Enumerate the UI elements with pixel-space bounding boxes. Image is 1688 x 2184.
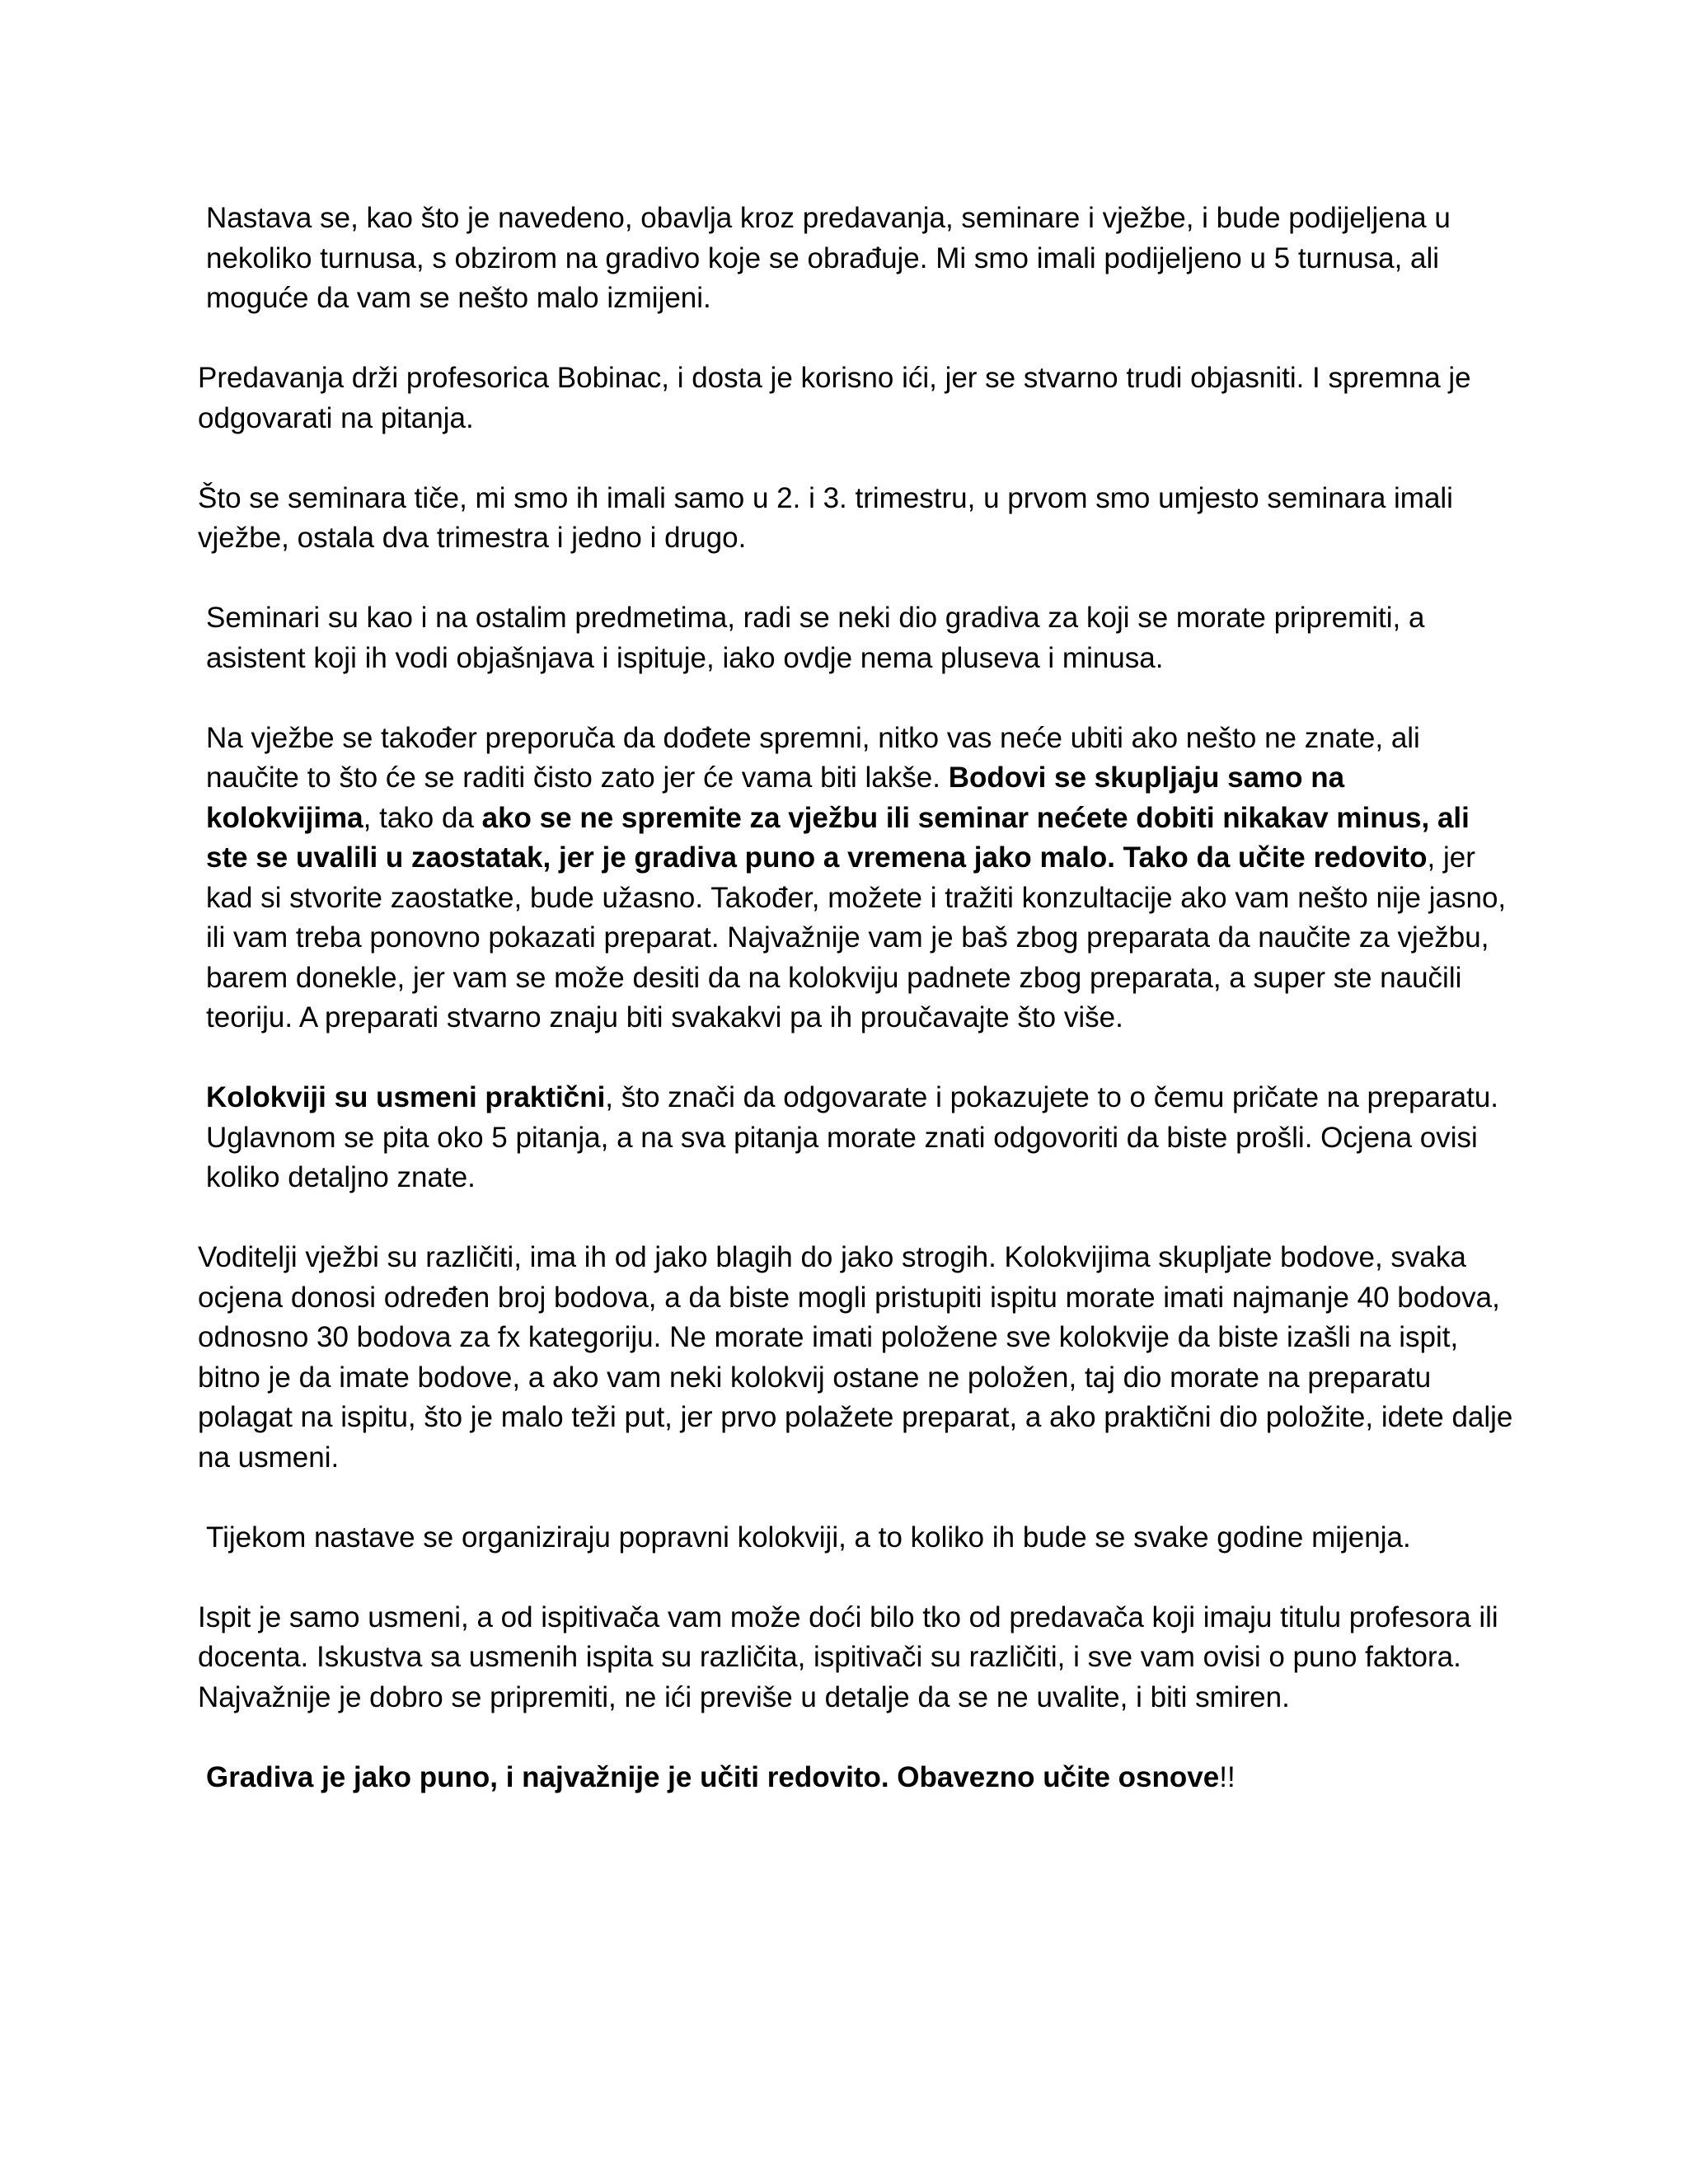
paragraph-kolokviji bbox=[198, 1078, 1517, 1198]
paragraph-popravni bbox=[198, 1518, 1517, 1558]
paragraph-voditelji bbox=[198, 1238, 1517, 1478]
paragraph-predavanja bbox=[198, 359, 1517, 438]
text-segment: Seminari su kao i na ostalim predmetima, radi se neki dio gradiva za koji se morate pripremiti, a asistent koji ih vodi objašnjava i ispituje, iako ovdje nema pluseva i minusa. bbox=[206, 602, 1425, 674]
text-segment: Ispit je samo usmeni, a od ispitivača vam može doći bilo tko od predavača koji imaju titulu profesora ili docenta. Iskustva sa usmenih ispita su različita, ispitivači su različiti, i sve vam ovisi o puno faktora. Najvažnije je dobro se pripremiti, ne ići previše u detalje da se ne uvalite, i biti smiren. bbox=[198, 1601, 1498, 1713]
text-segment: , što znači da odgovarate i pokazujete to o čemu pričate na preparatu. Uglavnom se pita oko 5 pitanja, a na sva pitanja morate znati odgovoriti da biste prošli. Ocjena ovisi koliko detaljno znate. bbox=[206, 1081, 1499, 1193]
text-segment: !! bbox=[1219, 1760, 1236, 1793]
paragraph-nastava bbox=[198, 199, 1517, 319]
document-page bbox=[198, 199, 1517, 1797]
paragraph-seminari-trimestri bbox=[198, 479, 1517, 559]
paragraph-ispit bbox=[198, 1598, 1517, 1718]
paragraph-zakljucak bbox=[198, 1758, 1517, 1798]
paragraph-seminari bbox=[198, 598, 1517, 678]
text-segment: Nastava se, kao što je navedeno, obavlja kroz predavanja, seminare i vježbe, i bude podijeljena u nekoliko turnusa, s obzirom na gradivo koje se obrađuje. Mi smo imali podijeljeno u 5 turnusa, ali moguće da vam se nešto malo izmijeni. bbox=[206, 202, 1451, 314]
bold-text-segment: Bodovi se skupljaju samo na kolokvijima bbox=[206, 762, 1345, 834]
bold-text-segment: ako se ne spremite za vježbu ili seminar nećete dobiti nikakav minus, ali ste se uvalili u zaostatak, jer je gradiva puno a vremena jako malo. Tako da učite redovito bbox=[206, 801, 1470, 874]
bold-text-segment: Gradiva je jako puno, i najvažnije je učiti redovito. Obavezno učite osnove bbox=[206, 1760, 1220, 1793]
text-segment: Tijekom nastave se organiziraju popravni kolokviji, a to koliko ih bude se svake godine mijenja. bbox=[206, 1521, 1411, 1554]
text-segment: Predavanja drži profesorica Bobinac, i dosta je korisno ići, jer se stvarno trudi objasniti. I spremna je odgovarati na pitanja. bbox=[198, 362, 1471, 434]
text-segment: Voditelji vježbi su različiti, ima ih od jako blagih do jako strogih. Kolokvijima skupljate bodove, svaka ocjena donosi određen broj bodova, a da biste mogli pristupiti ispitu morate imati najmanje 40 bodova, odnosno 30 bodova za fx kategoriju. Ne morate imati položene sve kolokvije da biste izašli na ispit, bitno je da imate bodove, a ako vam neki kolokvij ostane ne položen, taj dio morate na preparatu polagat na ispitu, što je malo teži put, jer prvo polažete preparat, a ako praktični dio položite, idete dalje na usmeni. bbox=[198, 1241, 1513, 1474]
text-segment: , jer kad si stvorite zaostatke, bude užasno. Također, možete i tražiti konzultacije ako vam nešto nije jasno, ili vam treba ponovno pokazati preparat. Najvažnije vam je baš zbog preparata da naučite za vježbu, barem donekle, jer vam se može desiti da na kolokviju padnete zbog preparata, a super ste naučili teoriju. A preparati stvarno znaju biti svakakvi pa ih proučavajte što više. bbox=[206, 841, 1507, 1033]
bold-text-segment: Kolokviji su usmeni praktični bbox=[206, 1081, 606, 1113]
text-segment: , tako da bbox=[363, 801, 482, 834]
paragraph-vjezbe bbox=[198, 719, 1517, 1038]
text-segment: Što se seminara tiče, mi smo ih imali samo u 2. i 3. trimestru, u prvom smo umjesto seminara imali vježbe, ostala dva trimestra i jedno i drugo. bbox=[198, 481, 1453, 554]
text-segment: Na vježbe se također preporuča da dođete spremni, nitko vas neće ubiti ako nešto ne znate, ali naučite to što će se raditi čisto zato jer će vama biti lakše. bbox=[206, 721, 1420, 794]
